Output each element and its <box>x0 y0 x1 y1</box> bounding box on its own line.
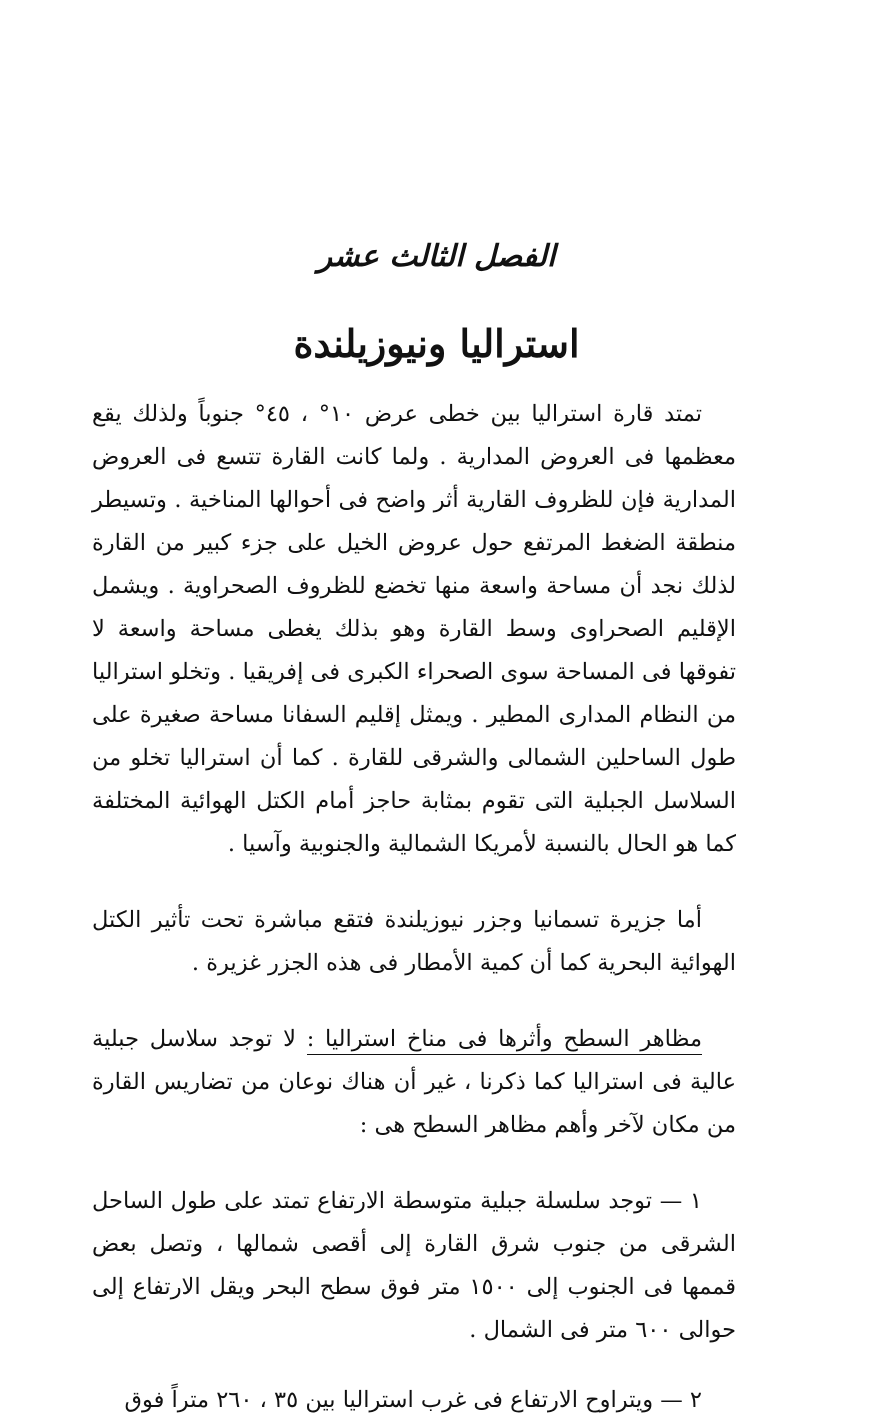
list-item-2: ٢ — ويتراوح الارتفاع فى غرب استراليا بين ٣٥ ، ٢٦٠ متراً فوق <box>124 1387 702 1413</box>
paragraph-intro: تمتد قارة استراليا بين خطى عرض ١٠° ، ٤٥° جنوباً ولذلك يقع معظمها فى العروض المدارية . ولما كانت القارة تتسع فى العروض المدارية فإن للظروف القارية أثر واضح فى أحوالها المناخية . وتسيطر منطقة الضغط المرتفع حول عروض الخيل على جزء كبير من القارة لذلك نجد أن مساحة واسعة منها تخضع للظروف الصحراوية . ويشمل الإقليم الصحراوى وسط القارة وهو بذلك يغطى مساحة واسعة لا تفوقها فى المساحة سوى الصحراء الكبرى فى إفريقيا . وتخلو استراليا من النظام المدارى المطير . ويمثل إقليم السفانا مساحة صغيرة على طول الساحلين الشمالى والشرقى للقارة . كما أن استراليا تخلو من السلاسل الجبلية التى تقوم بمثابة حاجز أمام الكتل الهوائية المختلفة كما هو الحال بالنسبة لأمريكا الشمالية والجنوبية وآسيا . <box>92 401 736 857</box>
list-item-1: ١ — توجد سلسلة جبلية متوسطة الارتفاع تمتد على طول الساحل الشرقى من جنوب شرق القارة إلى أقصى شمالها ، وتصل بعض قممها فى الجنوب إلى ١٥٠٠ متر فوق سطح البحر ويقل الارتفاع إلى حوالى ٦٠٠ متر فى الشمال . <box>92 1188 737 1343</box>
page-body <box>92 393 736 1422</box>
paragraph-islands: أما جزيرة تسمانيا وجزر نيوزيلندة فتقع مباشرة تحت تأثير الكتل الهوائية البحرية كما أن كمية الأمطار فى هذه الجزر غزيرة . <box>92 907 736 976</box>
paragraph-surface <box>92 1018 736 1147</box>
section-heading-surface: مظاهر السطح وأثرها فى مناخ استراليا : <box>307 1026 702 1055</box>
chapter-label: الفصل الثالث عشر <box>317 239 556 274</box>
chapter-title: استراليا ونيوزيلندة <box>293 321 580 366</box>
paragraph-surface-text: لا توجد سلاسل جبلية عالية فى استراليا كما ذكرنا ، غير أن هناك نوعان من تضاريس القارة من مكان لآخر وأهم مظاهر السطح هى : <box>92 1026 736 1138</box>
